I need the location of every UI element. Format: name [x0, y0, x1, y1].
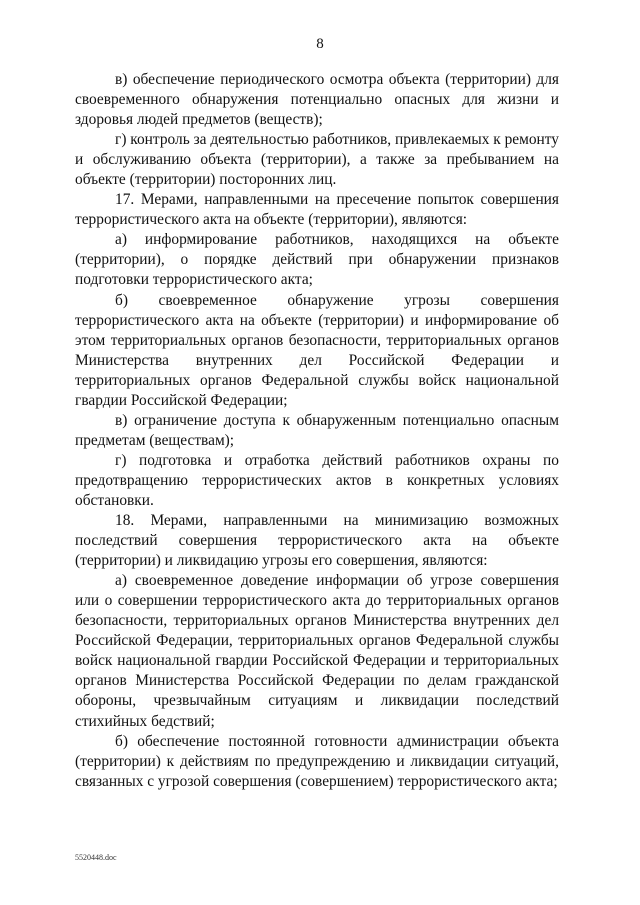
page-number: 8	[316, 36, 324, 52]
paragraph-v-inspection: в) обеспечение периодического осмотра объекта (территории) для своевременного обнаружения потенциально опасных для жизни и здоровья людей предметов (веществ);	[75, 71, 559, 129]
paragraph-18a-notification: а) своевременное доведение информации об угрозе совершения или о совершении террористического акта до территориальных органов безопасности, территориальных органов Министерства внутренних дел Российской Федерации, территориальных органов Федеральной службы войск национальной гвардии Российской Федерации и территориальных органов Министерства Российской Федерации по делам гражданской обороны, чрезвычайным ситуациям и ликвидации последствий стихийных бедствий;	[75, 572, 559, 730]
paragraph-17b-detection: б) своевременное обнаружение угрозы совершения террористического акта на объекте (территории) и информирование об этом территориальных органов безопасности, территориальных органов Министерства внутренних дел Российской Федерации и территориальных органов Федеральной службы войск национальной гвардии Российской Федерации;	[75, 291, 559, 409]
document-body	[75, 70, 559, 792]
paragraph-17a-informing: а) информирование работников, находящихся на объекте (территории), о порядке действий при обнаружении признаков подготовки террористического акта;	[75, 231, 559, 289]
paragraph-18-mitigation-measures: 18. Мерами, направленными на минимизацию возможных последствий совершения террористического акта на объекте (территории) и ликвидацию угрозы его совершения, являются:	[75, 512, 559, 570]
paragraph-17g-training: г) подготовка и отработка действий работников охраны по предотвращению террористических актов в конкретных условиях обстановки.	[75, 451, 559, 509]
paragraph-17v-access-restriction: в) ограничение доступа к обнаруженным потенциально опасным предметам (веществам);	[75, 411, 559, 449]
paragraph-18b-readiness: б) обеспечение постоянной готовности администрации объекта (территории) к действиям по предупреждению и ликвидации ситуаций, связанных с угрозой совершения (совершением) террористического акта;	[75, 732, 559, 790]
paragraph-17-prevention-measures: 17. Мерами, направленными на пресечение попыток совершения террористического акта на объекте (территории), являются:	[75, 191, 559, 229]
paragraph-g-control: г) контроль за деятельностью работников, привлекаемых к ремонту и обслуживанию объекта (территории), а также за пребыванием на объекте (территории) посторонних лиц.	[75, 131, 559, 189]
document-filename: 5520448.doc	[75, 853, 117, 862]
